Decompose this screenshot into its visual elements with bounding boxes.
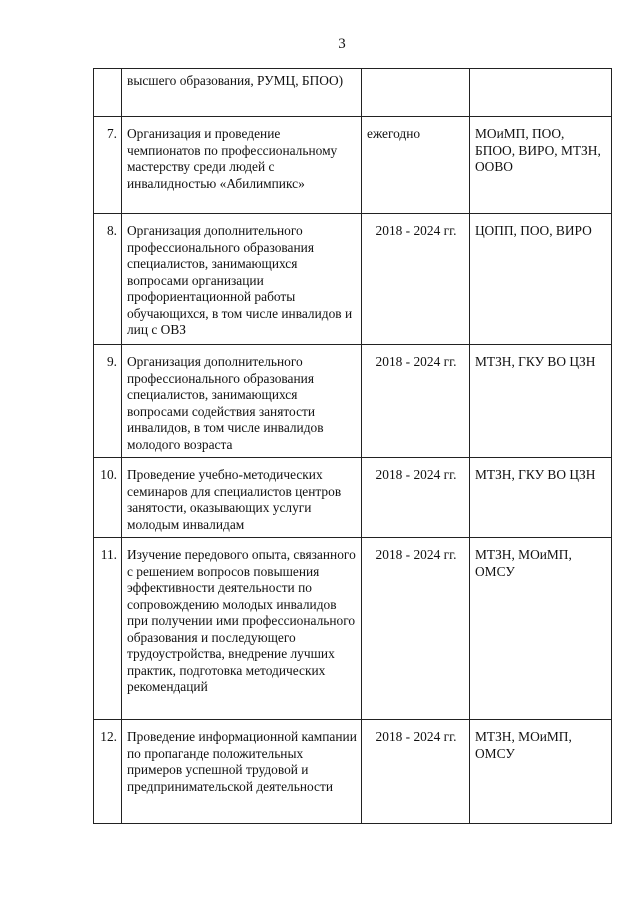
table-row bbox=[94, 69, 612, 117]
measure-executors bbox=[470, 69, 612, 117]
row-number: 9. bbox=[94, 345, 122, 458]
measure-name: Организация дополнительного профессионального образования специалистов, занимающихся вопросами организации профориентационной работы обучающихся, в том числе инвалидов и лиц с ОВЗ bbox=[122, 214, 362, 345]
measures-table bbox=[93, 68, 612, 824]
measure-executors: МТЗН, МОиМП, ОМСУ bbox=[470, 720, 612, 824]
table-row bbox=[94, 214, 612, 345]
table-row bbox=[94, 720, 612, 824]
row-number: 8. bbox=[94, 214, 122, 345]
measure-term: 2018 - 2024 гг. bbox=[362, 345, 470, 458]
measure-name: Проведение учебно-методических семинаров для специалистов центров занятости, оказывающих услуги молодым инвалидам bbox=[122, 458, 362, 538]
row-number: 7. bbox=[94, 117, 122, 214]
measure-executors: МТЗН, ГКУ ВО ЦЗН bbox=[470, 345, 612, 458]
measure-term: 2018 - 2024 гг. bbox=[362, 458, 470, 538]
table-row bbox=[94, 538, 612, 720]
measure-term: 2018 - 2024 гг. bbox=[362, 538, 470, 720]
measure-term: ежегодно bbox=[362, 117, 470, 214]
measure-name: Организация дополнительного профессионального образования специалистов, занимающихся вопросами содействия занятости инвалидов, в том числе инвалидов молодого возраста bbox=[122, 345, 362, 458]
measure-name: Проведение информационной кампании по пропаганде положительных примеров успешной трудовой и предпринимательской деятельности bbox=[122, 720, 362, 824]
measure-term: 2018 - 2024 гг. bbox=[362, 214, 470, 345]
row-number: 11. bbox=[94, 538, 122, 720]
page-number: 3 bbox=[338, 36, 346, 52]
measure-term bbox=[362, 69, 470, 117]
table-row bbox=[94, 458, 612, 538]
measure-name: высшего образования, РУМЦ, БПОО) bbox=[122, 69, 362, 117]
measure-executors: ЦОПП, ПОО, ВИРО bbox=[470, 214, 612, 345]
row-number: 10. bbox=[94, 458, 122, 538]
measure-name: Организация и проведение чемпионатов по профессиональному мастерству среди людей с инвалидностью «Абилимпикс» bbox=[122, 117, 362, 214]
measure-executors: МТЗН, МОиМП, ОМСУ bbox=[470, 538, 612, 720]
table-row bbox=[94, 345, 612, 458]
row-number bbox=[94, 69, 122, 117]
measure-term: 2018 - 2024 гг. bbox=[362, 720, 470, 824]
measure-executors: МОиМП, ПОО, БПОО, ВИРО, МТЗН, ООВО bbox=[470, 117, 612, 214]
measure-executors: МТЗН, ГКУ ВО ЦЗН bbox=[470, 458, 612, 538]
row-number: 12. bbox=[94, 720, 122, 824]
table-row bbox=[94, 117, 612, 214]
measure-name: Изучение передового опыта, связанного с решением вопросов повышения эффективности деятельности по сопровождению молодых инвалидов при получении ими профессионального образования и последующего трудоустройства, внедрение лучших практик, подготовка методических рекомендаций bbox=[122, 538, 362, 720]
